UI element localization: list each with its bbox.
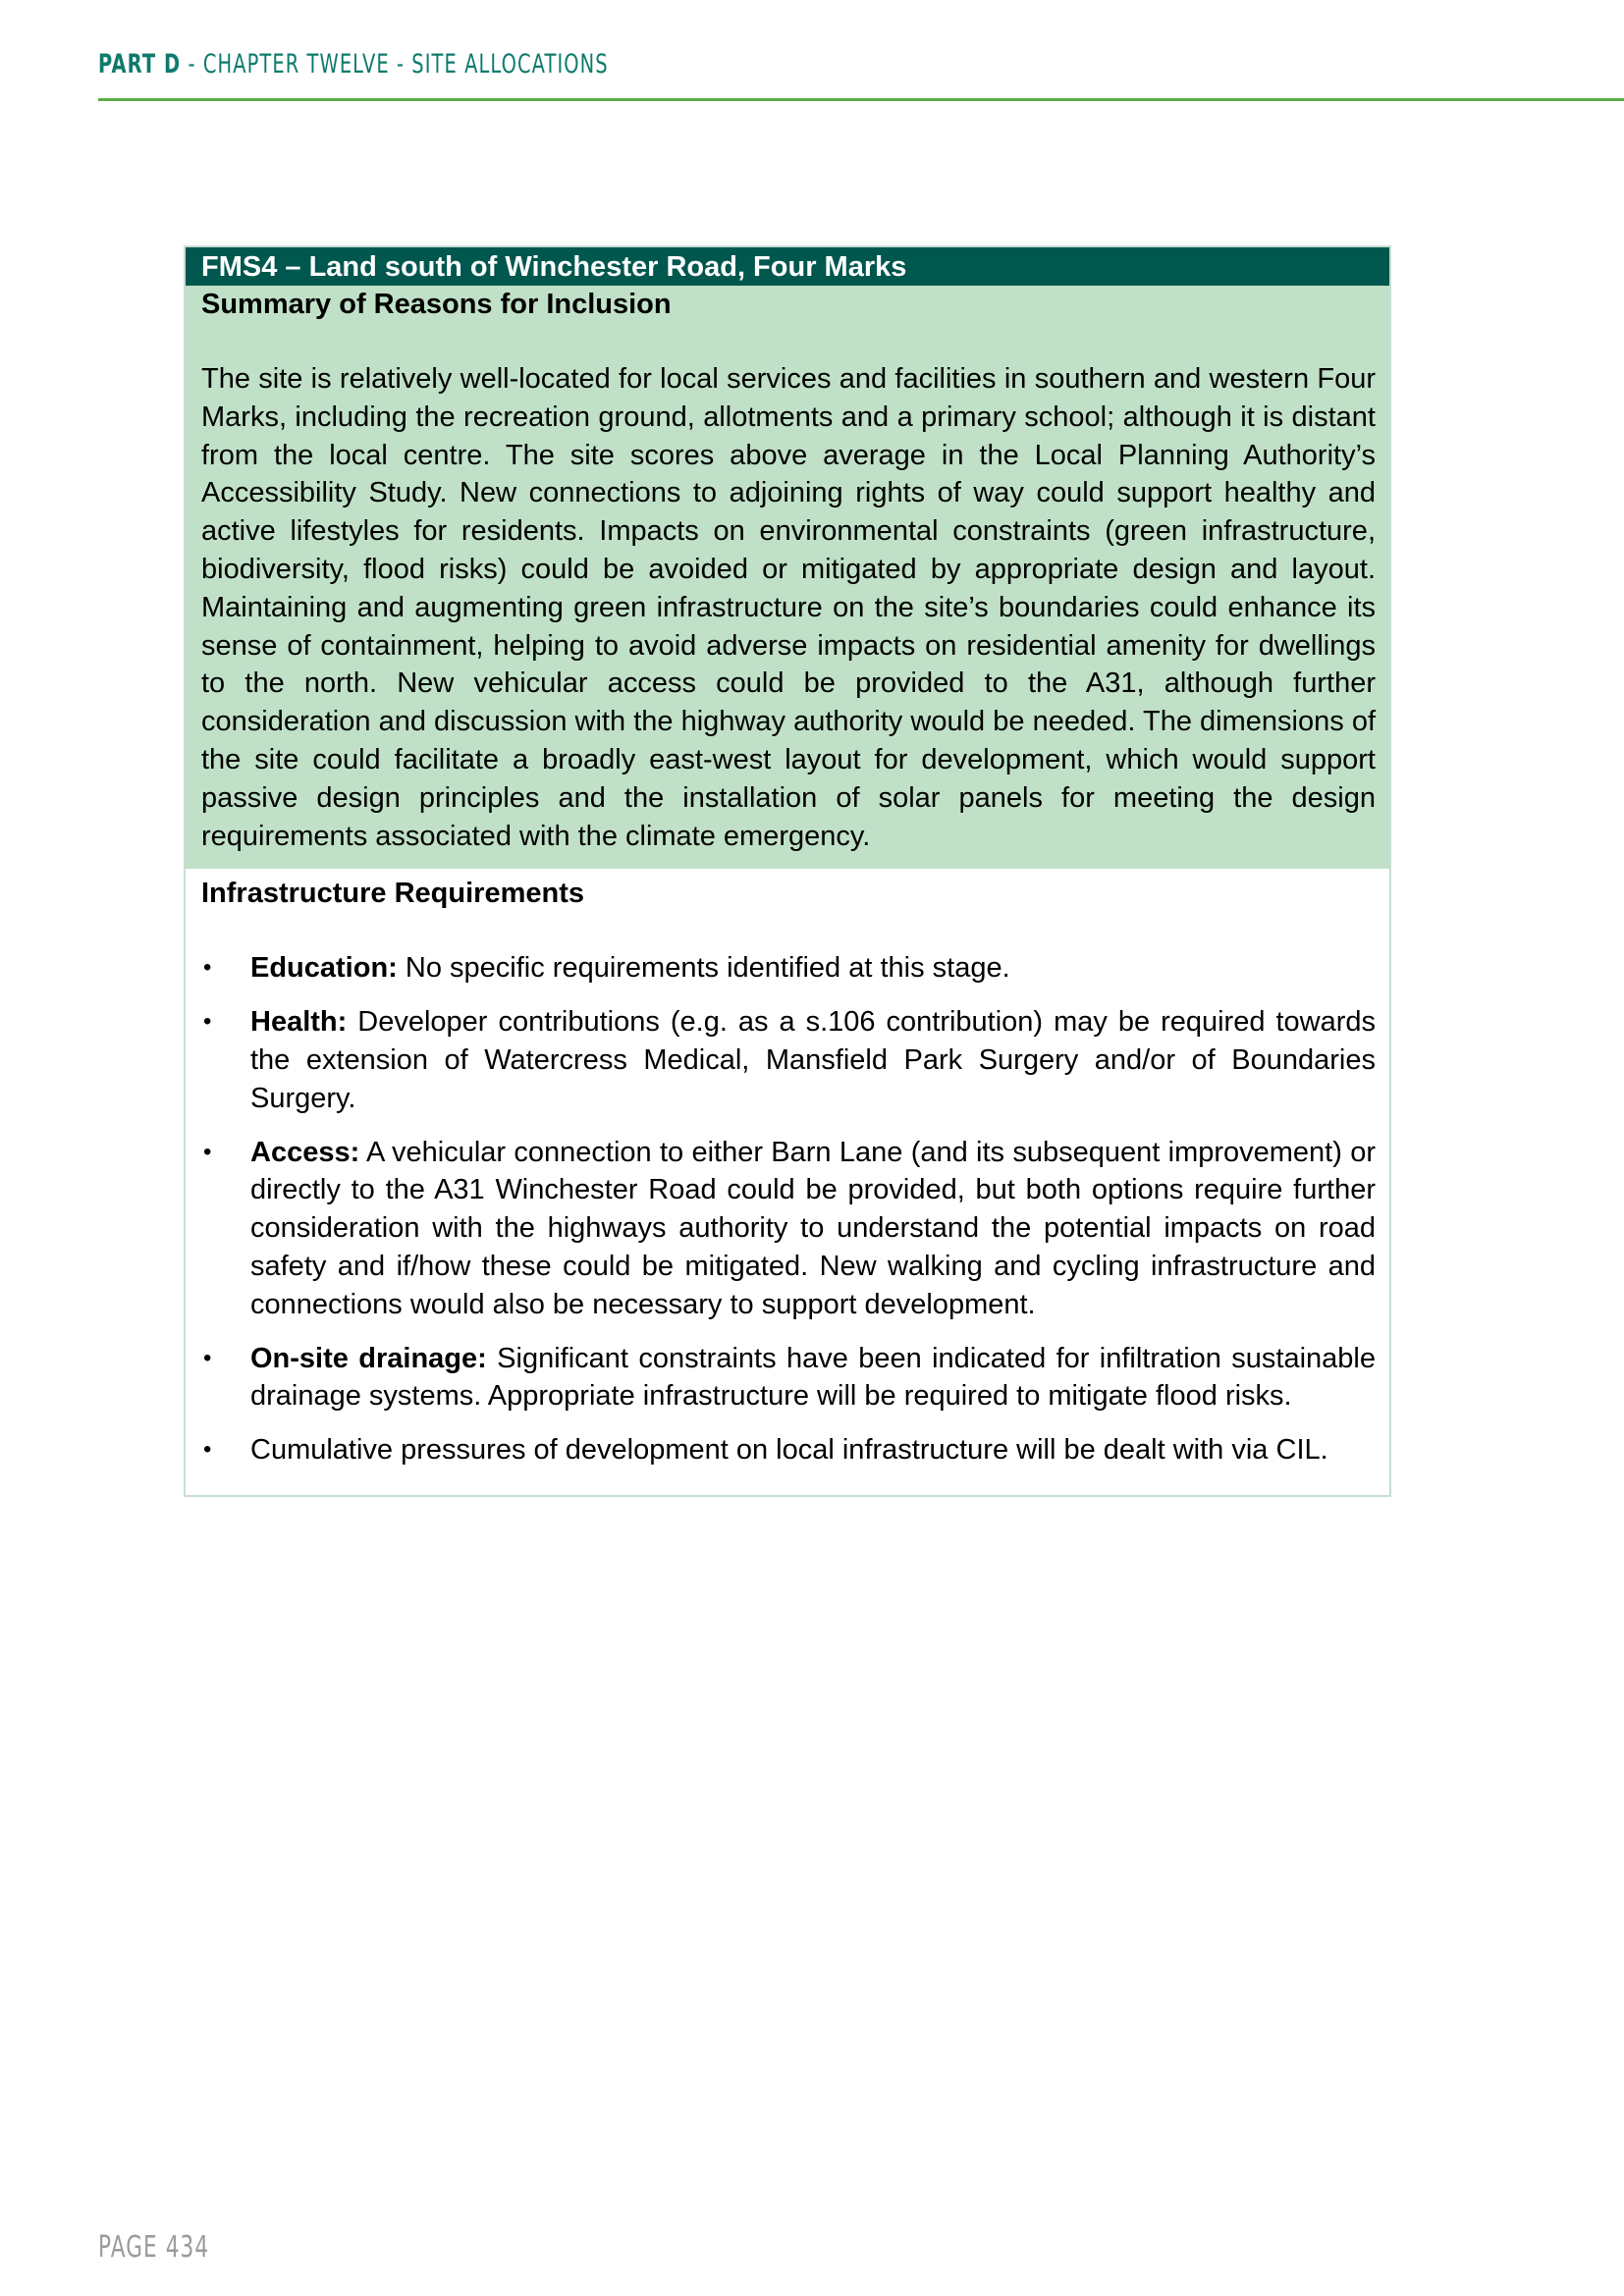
- bullet-icon: •: [203, 1138, 212, 1165]
- item-lead: Health:: [250, 1006, 348, 1039]
- list-item: [201, 1134, 1376, 1324]
- list-item: [201, 1340, 1376, 1416]
- item-text: No specific requirements identified at this stage.: [397, 952, 1010, 985]
- item-text: Significant constraints have been indicated for infiltration sustainable drainage systems. Appropriate infrastructure will be required to mitigate flood risks.: [250, 1342, 1376, 1413]
- item-text: A vehicular connection to either Barn Lane (and its subsequent improvement) or directly to the A31 Winchester Road could be provided, but both options require further consideration with the highways authority to understand the potential impacts on road safety and if/how these could be mitigated. New walking and cycling infrastructure and connections would also be necessary to support development.: [250, 1136, 1376, 1320]
- item-lead: On-site drainage:: [250, 1342, 487, 1374]
- bullet-icon: •: [203, 954, 212, 982]
- bullet-icon: •: [203, 1344, 212, 1371]
- site-allocation-box: [184, 245, 1391, 1497]
- bullet-icon: •: [203, 1008, 212, 1036]
- bullet-icon: •: [203, 1436, 212, 1464]
- infrastructure-section: [186, 869, 1389, 1495]
- summary-section: [186, 286, 1389, 869]
- site-title: FMS4 – Land south of Winchester Road, Four Marks: [186, 247, 1389, 286]
- part-label: PART D: [98, 49, 182, 80]
- list-item: [201, 949, 1376, 988]
- chapter-label: - CHAPTER TWELVE - SITE ALLOCATIONS: [181, 49, 609, 80]
- list-item: [201, 1431, 1376, 1469]
- page-number: PAGE 434: [98, 2230, 210, 2265]
- infrastructure-heading: Infrastructure Requirements: [201, 878, 584, 910]
- summary-text: The site is relatively well-located for local services and facilities in southern and western Four Marks, including the recreation ground, allotments and a primary school; although it is distant from the local centre. The site scores above average in the Local Planning Authority’s Accessibility Study. New connections to adjoining rights of way could support healthy and active lifestyles for residents. Impacts on environmental constraints (green infrastructure, biodiversity, flood risks) could be avoided or mitigated by appropriate design and layout. Maintaining and augmenting green infrastructure on the site’s boundaries could enhance its sense of containment, helping to avoid adverse impacts on residential amenity for dwellings to the north. New vehicular access could be provided to the A31, although further consideration and discussion with the highway authority would be needed. The dimensions of the site could facilitate a broadly east-west layout for development, which would support passive design principles and the installation of solar panels for meeting the design requirements associated with the climate emergency.: [201, 363, 1376, 852]
- item-text: Developer contributions (e.g. as a s.106 contribution) may be required towards the extension of Watercress Medical, Mansfield Park Surgery and/or of Boundaries Surgery.: [250, 1006, 1376, 1114]
- list-item: [201, 1003, 1376, 1117]
- running-header: [98, 49, 609, 80]
- item-lead: Education:: [250, 952, 398, 985]
- infrastructure-list: [201, 949, 1376, 1469]
- item-lead: Access:: [250, 1136, 360, 1168]
- item-text: Cumulative pressures of development on local infrastructure will be dealt with via CIL.: [250, 1434, 1328, 1467]
- header-rule: [98, 98, 1624, 101]
- summary-heading: Summary of Reasons for Inclusion: [201, 289, 672, 320]
